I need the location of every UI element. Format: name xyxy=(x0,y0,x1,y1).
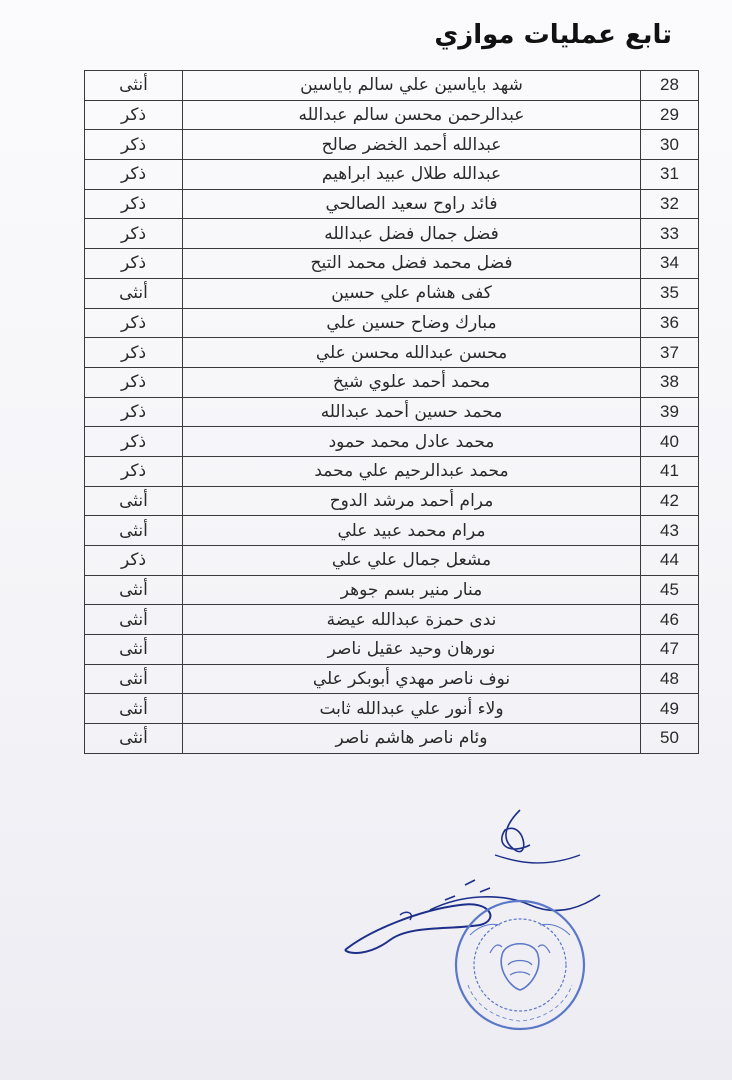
official-seal xyxy=(450,895,590,1035)
student-name: محسن عبدالله محسن علي xyxy=(183,338,641,368)
row-number: 36 xyxy=(641,308,699,338)
table-row xyxy=(85,397,699,427)
row-number: 46 xyxy=(641,605,699,635)
gender-cell: أنثى xyxy=(85,635,183,665)
gender-cell: ذكر xyxy=(85,546,183,576)
row-number: 37 xyxy=(641,338,699,368)
student-name: محمد حسين أحمد عبدالله xyxy=(183,397,641,427)
table-row xyxy=(85,516,699,546)
table-row xyxy=(85,427,699,457)
table-row xyxy=(85,635,699,665)
student-name: مشعل جمال علي علي xyxy=(183,546,641,576)
table-body xyxy=(85,71,699,754)
row-number: 31 xyxy=(641,160,699,190)
gender-cell: ذكر xyxy=(85,160,183,190)
gender-cell: أنثى xyxy=(85,605,183,635)
table-row xyxy=(85,694,699,724)
gender-cell: أنثى xyxy=(85,664,183,694)
table-row xyxy=(85,605,699,635)
student-name: منار منير بسم جوهر xyxy=(183,575,641,605)
row-number: 29 xyxy=(641,100,699,130)
row-number: 45 xyxy=(641,575,699,605)
gender-cell: أنثى xyxy=(85,575,183,605)
gender-cell: ذكر xyxy=(85,219,183,249)
gender-cell: ذكر xyxy=(85,189,183,219)
gender-cell: ذكر xyxy=(85,427,183,457)
student-name: محمد عادل محمد حمود xyxy=(183,427,641,457)
student-name: نوف ناصر مهدي أبوبكر علي xyxy=(183,664,641,694)
row-number: 40 xyxy=(641,427,699,457)
table-row xyxy=(85,367,699,397)
gender-cell: ذكر xyxy=(85,249,183,279)
gender-cell: أنثى xyxy=(85,724,183,754)
student-name: عبدالله طلال عبيد ابراهيم xyxy=(183,160,641,190)
student-name: عبدالرحمن محسن سالم عبدالله xyxy=(183,100,641,130)
row-number: 30 xyxy=(641,130,699,160)
student-name: فائد راوح سعيد الصالحي xyxy=(183,189,641,219)
gender-cell: ذكر xyxy=(85,308,183,338)
page-title: تابع عمليات موازي xyxy=(434,20,672,50)
gender-cell: أنثى xyxy=(85,516,183,546)
table-row xyxy=(85,724,699,754)
table-row xyxy=(85,575,699,605)
table-row xyxy=(85,160,699,190)
student-name: ندى حمزة عبدالله عيضة xyxy=(183,605,641,635)
gender-cell: أنثى xyxy=(85,71,183,101)
student-name: فضل جمال فضل عبدالله xyxy=(183,219,641,249)
row-number: 49 xyxy=(641,694,699,724)
student-name: وئام ناصر هاشم ناصر xyxy=(183,724,641,754)
table-row xyxy=(85,71,699,101)
gender-cell: ذكر xyxy=(85,100,183,130)
row-number: 38 xyxy=(641,367,699,397)
row-number: 48 xyxy=(641,664,699,694)
student-name: عبدالله أحمد الخضر صالح xyxy=(183,130,641,160)
gender-cell: ذكر xyxy=(85,338,183,368)
gender-cell: أنثى xyxy=(85,278,183,308)
student-name: مرام محمد عبيد علي xyxy=(183,516,641,546)
row-number: 33 xyxy=(641,219,699,249)
table-row xyxy=(85,100,699,130)
table-row xyxy=(85,219,699,249)
student-table xyxy=(84,70,699,754)
row-number: 42 xyxy=(641,486,699,516)
row-number: 32 xyxy=(641,189,699,219)
gender-cell: ذكر xyxy=(85,456,183,486)
table-row xyxy=(85,189,699,219)
student-name: كفى هشام علي حسين xyxy=(183,278,641,308)
table-row xyxy=(85,486,699,516)
table-row xyxy=(85,130,699,160)
student-name: فضل محمد فضل محمد التيح xyxy=(183,249,641,279)
gender-cell: ذكر xyxy=(85,130,183,160)
student-name: ولاء أنور علي عبدالله ثابت xyxy=(183,694,641,724)
student-name: مرام أحمد مرشد الدوح xyxy=(183,486,641,516)
gender-cell: أنثى xyxy=(85,486,183,516)
row-number: 35 xyxy=(641,278,699,308)
gender-cell: ذكر xyxy=(85,397,183,427)
student-name: محمد أحمد علوي شيخ xyxy=(183,367,641,397)
row-number: 34 xyxy=(641,249,699,279)
row-number: 50 xyxy=(641,724,699,754)
row-number: 47 xyxy=(641,635,699,665)
row-number: 28 xyxy=(641,71,699,101)
table-row xyxy=(85,338,699,368)
row-number: 39 xyxy=(641,397,699,427)
student-name: نورهان وحيد عقيل ناصر xyxy=(183,635,641,665)
student-name: شهد باياسين علي سالم باياسين xyxy=(183,71,641,101)
table-row xyxy=(85,546,699,576)
student-name: مبارك وضاح حسين علي xyxy=(183,308,641,338)
gender-cell: أنثى xyxy=(85,694,183,724)
student-name: محمد عبدالرحيم علي محمد xyxy=(183,456,641,486)
table-row xyxy=(85,456,699,486)
row-number: 44 xyxy=(641,546,699,576)
row-number: 41 xyxy=(641,456,699,486)
table-row xyxy=(85,249,699,279)
table-row xyxy=(85,664,699,694)
table-row xyxy=(85,308,699,338)
gender-cell: ذكر xyxy=(85,367,183,397)
row-number: 43 xyxy=(641,516,699,546)
table-row xyxy=(85,278,699,308)
